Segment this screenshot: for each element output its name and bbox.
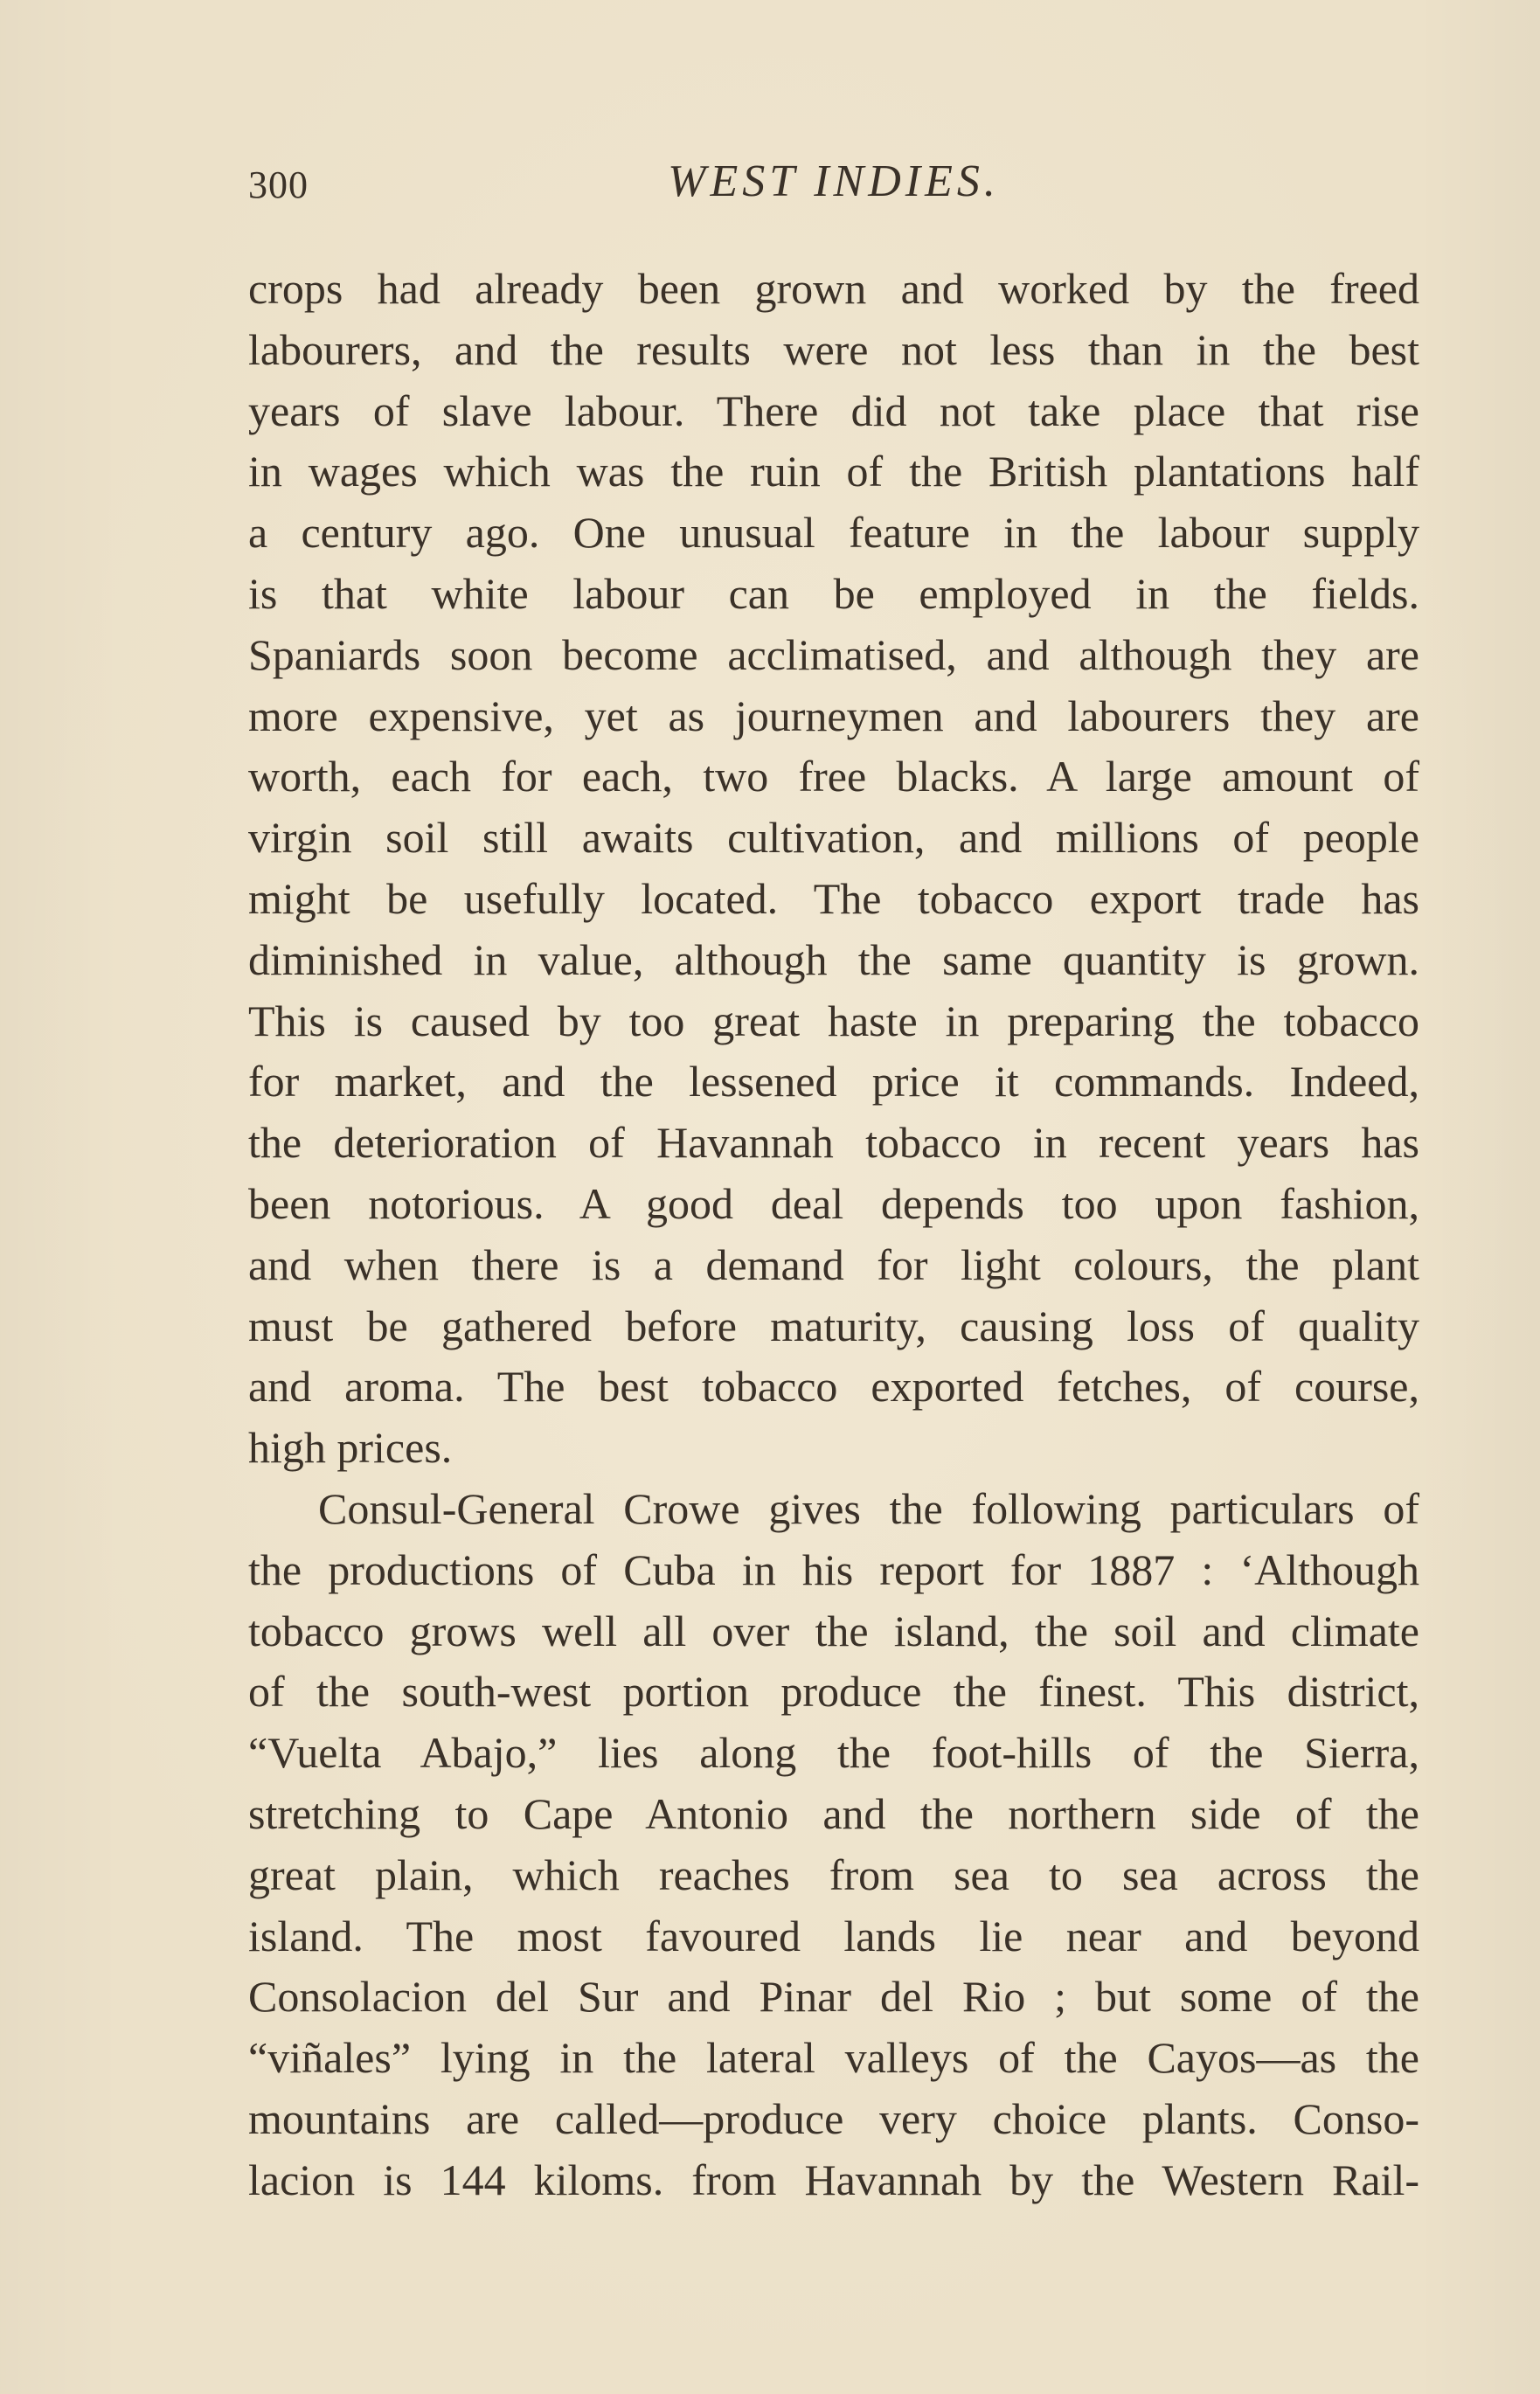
text-line: virgin soil still awaits cultivation, and millions of people — [248, 813, 1419, 863]
text-line: must be gathered before maturity, causing loss of quality — [248, 1301, 1419, 1350]
text-line: This is caused by too great haste in preparing the tobacco — [248, 996, 1419, 1045]
paragraph-1 — [248, 259, 1419, 1479]
text-line: the deterioration of Havannah tobacco in recent years has — [248, 1118, 1419, 1168]
paragraph-2 — [248, 1479, 1419, 2211]
page-number: 300 — [248, 163, 309, 206]
text-line: years of slave labour. There did not take place that rise — [248, 385, 1419, 435]
text-line: is that white labour can be employed in the fields. — [248, 568, 1419, 618]
text-line: “viñales” lying in the lateral valleys of the Cayos—as the — [248, 2033, 1419, 2083]
text-line: “Vuelta Abajo,” lies along the foot-hills of the Sierra, — [248, 1728, 1419, 1778]
text-line: Consolacion del Sur and Pinar del Rio ; but some of the — [248, 1972, 1419, 2022]
text-line: diminished in value, although the same quantity is grown. — [248, 934, 1419, 984]
text-line: and aroma. The best tobacco exported fetches, of course, — [248, 1362, 1419, 1412]
text-line: high prices. — [248, 1423, 453, 1473]
text-line: and when there is a demand for light colours, the plant — [248, 1239, 1419, 1289]
text-line: more expensive, yet as journeymen and labourers they are — [248, 690, 1419, 740]
text-line: the productions of Cuba in his report for 1887 : ‘Although — [248, 1544, 1419, 1594]
text-line: been notorious. A good deal depends too upon fashion, — [248, 1178, 1419, 1228]
text-line: mountains are called—produce very choice plants. Conso- — [248, 2093, 1419, 2143]
text-line: of the south-west portion produce the finest. This district, — [248, 1667, 1419, 1717]
text-line: might be usefully located. The tobacco export trade has — [248, 873, 1419, 923]
text-line: a century ago. One unusual feature in the labour supply — [248, 508, 1419, 558]
running-title: WEST INDIES. — [668, 156, 1000, 206]
text-line: lacion is 144 kiloms. from Havannah by the Western Rail- — [248, 2155, 1419, 2204]
text-line: great plain, which reaches from sea to sea across the — [248, 1849, 1419, 1899]
text-line: island. The most favoured lands lie near and beyond — [248, 1911, 1419, 1960]
text-line: labourers, and the results were not less than in the best — [248, 324, 1419, 374]
text-line: crops had already been grown and worked by the freed — [248, 264, 1419, 313]
text-line: worth, each for each, two free blacks. A large amount of — [248, 752, 1419, 801]
text-line: tobacco grows well all over the island, the soil and climate — [248, 1606, 1419, 1655]
running-head — [248, 156, 1419, 217]
text-line: stretching to Cape Antonio and the northern side of the — [248, 1788, 1419, 1838]
text-line: for market, and the lessened price it commands. Indeed, — [248, 1057, 1419, 1107]
text-line: Consul-General Crowe gives the following particulars of — [318, 1483, 1419, 1533]
body-text — [248, 259, 1419, 2211]
text-line: in wages which was the ruin of the British plantations half — [248, 447, 1419, 496]
text-line: Spaniards soon become acclimatised, and although they are — [248, 629, 1419, 679]
